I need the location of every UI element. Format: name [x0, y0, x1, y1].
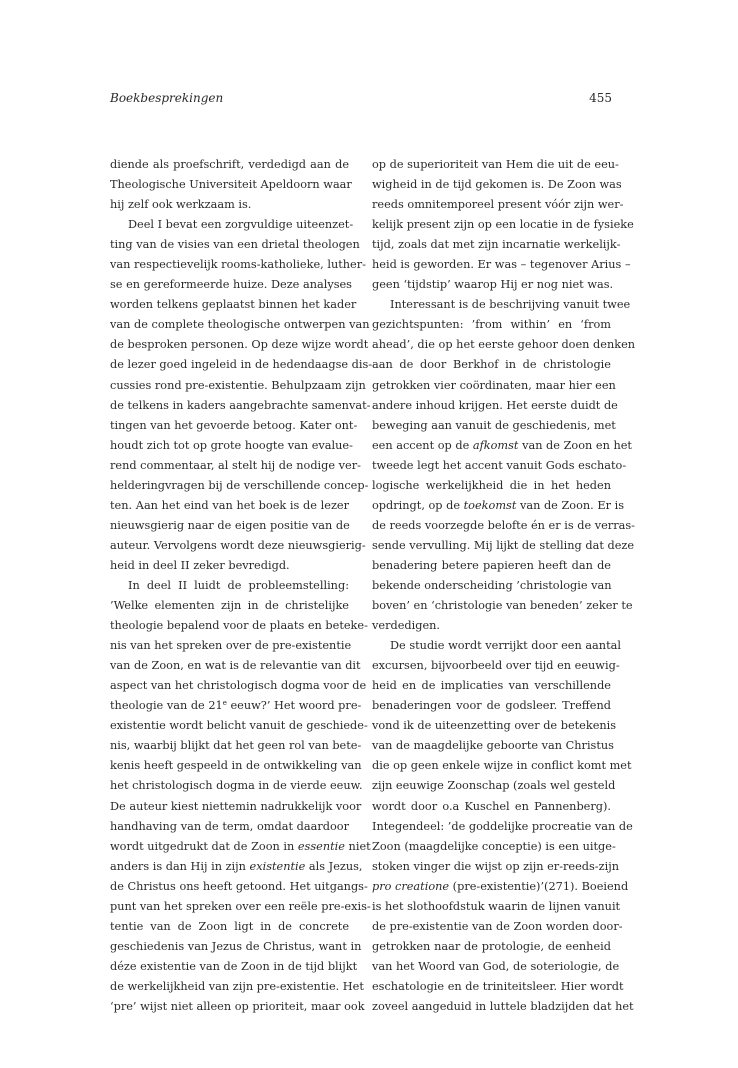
text-line: wigheid in de tijd gekomen is. De Zoon was — [372, 178, 622, 192]
text-line: hij zelf ook werkzaam is. — [110, 198, 252, 212]
text-line: worden telkens geplaatst binnen het kader — [110, 298, 357, 312]
text-line: theologie bepalend voor de plaats en beteke- — [110, 619, 368, 633]
left-column — [110, 155, 373, 1017]
text-line: de besproken personen. Op deze wijze wordt — [110, 338, 369, 352]
text-line: van het Woord van God, de soteriologie, de — [372, 959, 620, 973]
text-segment: als Jezus, — [305, 859, 363, 873]
text-line: ’Welke elementen zijn in de christelijke — [110, 599, 349, 613]
text-line: punt van het spreken over een reële pre-exis- — [110, 899, 371, 913]
text-line: Interessant is de beschrijving vanuit twee — [390, 298, 631, 312]
text-line: In deel II luidt de probleemstelling: — [128, 578, 349, 592]
text-line: getrokken vier coördinaten, maar hier een — [372, 378, 616, 392]
text-line: is het slothoofdstuk waarin de lijnen vanuit — [372, 899, 621, 913]
text-line: geschiedenis van Jezus de Christus, want in — [110, 939, 362, 953]
text-line: de telkens in kaders aangebrachte samenvat- — [110, 398, 371, 412]
text-line: tentie van de Zoon ligt in de concrete — [110, 919, 349, 933]
text-line: gezichtspunten: ’from within’ en ‘from — [372, 318, 611, 332]
text-line: Zoon (maagdelijke conceptie) is een uitge- — [372, 839, 616, 853]
text-segment: wordt uitgedrukt dat de Zoon in — [110, 839, 298, 853]
text-line: ‘pre’ wijst niet alleen op prioriteit, maar ook — [110, 999, 365, 1013]
text-line — [110, 857, 363, 877]
text-line: nis, waarbij blijkt dat het geen rol van bete- — [110, 739, 362, 753]
italic-text: afkomst — [472, 438, 519, 452]
text-segment: anders is dan Hij in zijn — [110, 859, 250, 873]
text-line: beweging aan vanuit de geschiedenis, met — [372, 418, 616, 432]
text-line: helderingvragen bij de verschillende concep- — [110, 478, 369, 492]
text-line: zijn eeuwige Zoonschap (zoals wel gesteld — [372, 779, 616, 793]
text-line: de pre-existentie van de Zoon worden door- — [372, 919, 623, 933]
text-line: op de superioriteit van Hem die uit de eeu- — [372, 158, 619, 171]
text-line: handhaving van de term, omdat daardoor — [110, 819, 349, 833]
text-line: heid in deel II zeker bevredigd. — [110, 558, 290, 572]
text-line: de reeds voorzegde belofte én er is de verras- — [372, 518, 635, 532]
superscript: e — [222, 699, 227, 708]
text-line: die op geen enkele wijze in conflict komt met — [372, 759, 632, 773]
text-line: ten. Aan het eind van het boek is de lezer — [110, 498, 349, 512]
text-segment: opdringt, op de — [372, 498, 464, 512]
text-line: De studie wordt verrijkt door een aantal — [390, 639, 621, 653]
text-line: het christologisch dogma in de vierde eeuw. — [110, 779, 363, 793]
text-line: stoken vinger die wijst op zijn er-reeds-zijn — [372, 859, 619, 873]
text-segment: een accent op de — [372, 438, 473, 452]
text-line: getrokken naar de protologie, de eenheid — [372, 939, 611, 953]
text-line — [110, 837, 371, 857]
text-line: andere inhoud krijgen. Het eerste duidt de — [372, 398, 618, 412]
text-line: Theologische Universiteit Apeldoorn waar — [110, 178, 352, 192]
italic-text: toekomst — [463, 498, 517, 512]
text-segment: eeuw?’ Het woord pre- — [226, 699, 362, 713]
text-segment: van de Zoon en het — [518, 438, 632, 452]
text-line: eschatologie en de triniteitsleer. Hier wordt — [372, 979, 624, 993]
italic-text: pro creatione — [372, 879, 450, 893]
text-line: nieuwsgierig naar de eigen positie van de — [110, 518, 350, 532]
text-line: excursen, bijvoorbeeld over tijd en eeuwig- — [372, 659, 620, 673]
text-line: Integendeel: ’de goddelijke procreatie van de — [372, 819, 633, 833]
text-line: van de maagdelijke geboorte van Christus — [372, 739, 614, 753]
text-line: cussies rond pre-existentie. Behulpzaam zijn — [110, 378, 366, 392]
text-line: benadering betere papieren heeft dan de — [372, 558, 611, 572]
text-line: benaderingen voor de godsleer. Treffend — [372, 699, 611, 713]
text-line: zoveel aangeduid in luttele bladzijden dat het — [372, 999, 634, 1013]
text-line: kenis heeft gespeeld in de ontwikkeling van — [110, 759, 362, 773]
text-line: van de Zoon, en wat is de relevantie van dit — [110, 659, 361, 673]
text-line: tingen van het gevoerde betoog. Kater ont- — [110, 418, 358, 432]
text-line: van de complete theologische ontwerpen van — [110, 318, 370, 332]
text-line: logische werkelijkheid die in het heden — [372, 478, 611, 492]
text-line: geen ‘tijdstip’ waarop Hij er nog niet was. — [372, 278, 614, 292]
right-column — [372, 155, 636, 1017]
text-line: tweede legt het accent vanuit Gods eschato- — [372, 458, 627, 472]
text-line: sende vervulling. Mij lijkt de stelling dat deze — [372, 538, 635, 552]
text-line: De auteur kiest niettemin nadrukkelijk voor — [110, 799, 362, 813]
text-line: rend commentaar, al stelt hij de nodige ver- — [110, 458, 361, 472]
italic-text: essentie — [297, 839, 345, 853]
text-line: kelijk present zijn op een locatie in de fysieke — [372, 218, 634, 232]
text-line: ting van de visies van een drietal theologen — [110, 238, 360, 252]
text-line: bekende onderscheiding ’christologie van — [372, 578, 612, 592]
text-line: aspect van het christologisch dogma voor de — [110, 679, 367, 693]
text-line — [372, 496, 625, 516]
text-line — [110, 696, 362, 716]
text-segment: theologie van de 21 — [110, 699, 223, 713]
text-line: auteur. Vervolgens wordt deze nieuwsgierig- — [110, 538, 366, 552]
italic-text: existentie — [249, 859, 306, 873]
text-line: diende als proefschrift, verdedigd aan de — [110, 158, 349, 171]
text-line: nis van het spreken over de pre-existentie — [110, 639, 352, 653]
text-line: vond ik de uiteenzetting over de betekenis — [372, 719, 617, 733]
text-line: de lezer goed ingeleid in de hedendaagse dis- — [110, 358, 373, 372]
text-segment: (pre-existentie)’(271). Boeiend — [449, 879, 629, 893]
text-line: boven’ en ‘christologie van beneden’ zeker te — [372, 599, 633, 613]
text-line: aan de door Berkhof in de christologie — [372, 358, 611, 372]
text-line: heid en de implicaties van verschillende — [372, 679, 611, 693]
text-line: van respectievelijk rooms-katholieke, luther- — [110, 258, 366, 272]
text-line: houdt zich tot op grote hoogte van evalue- — [110, 438, 353, 452]
text-line: Deel I bevat een zorgvuldige uiteenzet- — [128, 218, 354, 232]
text-line: existentie wordt belicht vanuit de geschiede- — [110, 719, 368, 733]
text-line: ahead’, die op het eerste gehoor doen denken — [372, 338, 636, 352]
page-number: 455 — [589, 91, 612, 105]
text-line: reeds omnitemporeel present vóór zijn wer- — [372, 198, 624, 212]
text-line: de Christus ons heeft getoond. Het uitgangs- — [110, 879, 368, 893]
text-line: verdedigen. — [372, 619, 441, 633]
text-segment: niet — [344, 839, 371, 853]
text-line: heid is geworden. Er was – tegenover Arius – — [372, 258, 631, 272]
running-title: Boekbesprekingen — [110, 91, 224, 105]
text-line — [372, 877, 629, 897]
text-line: déze existentie van de Zoon in de tijd blijkt — [110, 959, 358, 973]
text-line: de werkelijkheid van zijn pre-existentie. Het — [110, 979, 364, 993]
text-line — [372, 436, 632, 456]
text-segment: van de Zoon. Er is — [516, 498, 625, 512]
text-line: se en gereformeerde huize. Deze analyses — [110, 278, 352, 292]
text-line: tijd, zoals dat met zijn incarnatie werkelijk- — [372, 238, 621, 252]
text-line: wordt door o.a Kuschel en Pannenberg). — [372, 799, 611, 813]
